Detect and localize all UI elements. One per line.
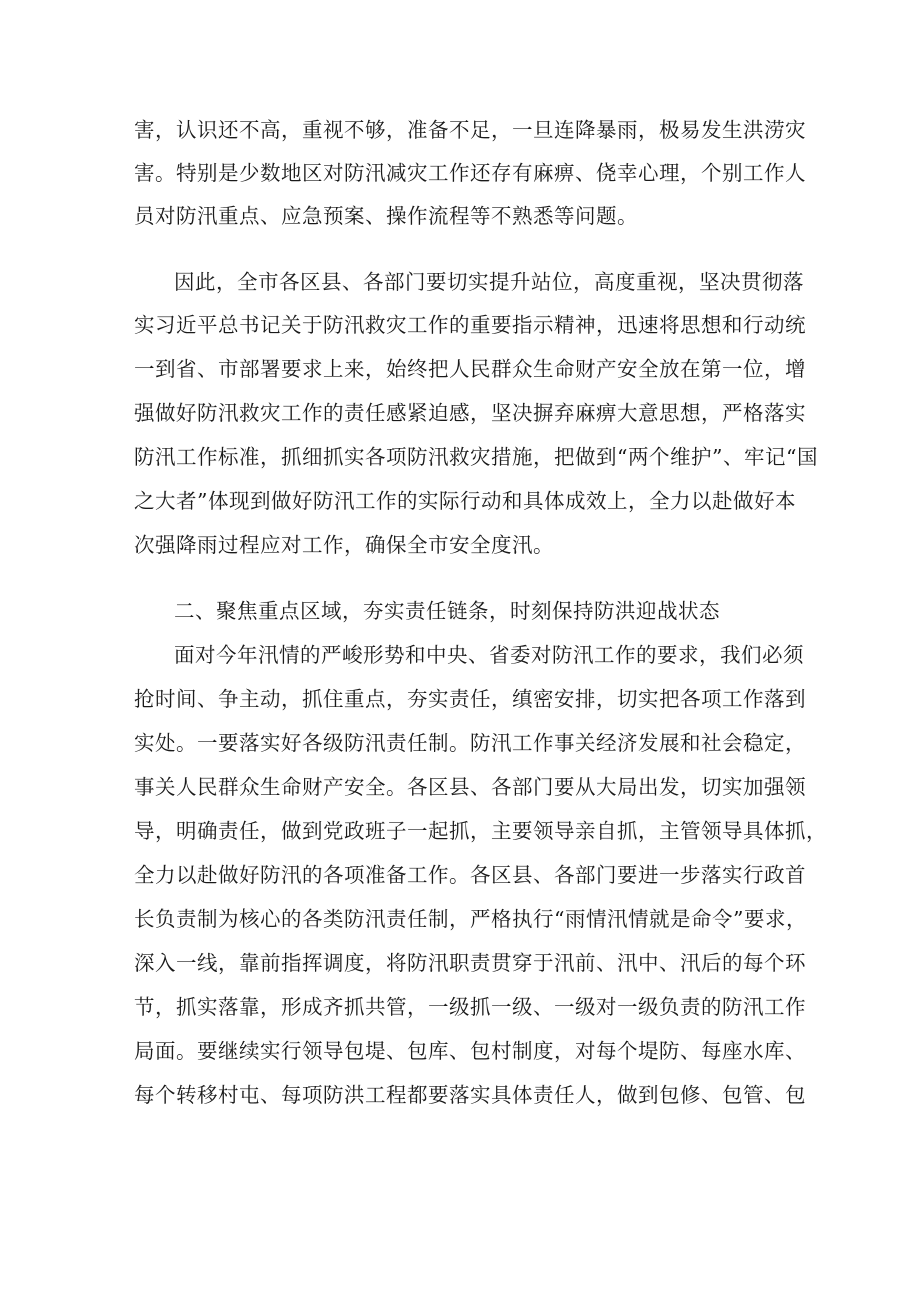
text-line: 强做好防汛救灾工作的责任感紧迫感，坚决摒弃麻痹大意思想，严格落实 [134,401,806,425]
text-line: 害。特别是少数地区对防汛减灾工作还存有麻痹、侥幸心理，个别工作人 [134,161,806,185]
text-line: 长负责制为核心的各类防汛责任制，严格执行“雨情汛情就是命令”要求， [134,907,807,931]
text-line: 全力以赴做好防汛的各项准备工作。各区县、各部门要进一步落实行政首 [134,863,806,887]
section-heading: 二、聚焦重点区域，夯实责任链条，时刻保持防洪迎战状态 [174,599,720,623]
text-line: 害，认识还不高，重视不够，准备不足，一旦连降暴雨，极易发生洪涝灾 [134,118,806,142]
text-line: 实处。一要落实好各级防汛责任制。防汛工作事关经济发展和社会稳定， [134,731,806,755]
text-line: 抢时间、争主动，抓住重点，夯实责任，缜密安排，切实把各项工作落到 [134,687,806,711]
text-line: 之大者”体现到做好防汛工作的实际行动和具体成效上，全力以赴做好本 [134,489,796,513]
text-line: 面对今年汛情的严峻形势和中央、省委对防汛工作的要求，我们必须 [174,643,804,667]
text-line: 每个转移村屯、每项防洪工程都要落实具体责任人，做到包修、包管、包 [134,1083,806,1107]
text-line: 次强降雨过程应对工作，确保全市安全度汛。 [134,533,554,557]
text-line: 员对防汛重点、应急预案、操作流程等不熟悉等问题。 [134,204,638,228]
text-line: 实习近平总书记关于防汛救灾工作的重要指示精神，迅速将思想和行动统 [134,313,806,337]
text-line: 因此，全市各区县、各部门要切实提升站位，高度重视，坚决贯彻落 [174,270,804,294]
text-line: 一到省、市部署要求上来，始终把人民群众生命财产安全放在第一位，增 [134,357,806,381]
text-line: 局面。要继续实行领导包堤、包库、包村制度，对每个堤防、每座水库、 [134,1039,806,1063]
text-line: 深入一线，靠前指挥调度，将防汛职责贯穿于汛前、汛中、汛后的每个环 [134,951,806,975]
text-line: 导，明确责任，做到党政班子一起抓，主要领导亲自抓，主管领导具体抓， [134,819,827,843]
text-line: 防汛工作标准，抓细抓实各项防汛救灾措施，把做到“两个维护”、牢记“国 [134,445,818,469]
text-line: 事关人民群众生命财产安全。各区县、各部门要从大局出发，切实加强领 [134,775,806,799]
text-line: 节，抓实落靠，形成齐抓共管，一级抓一级、一级对一级负责的防汛工作 [134,995,806,1019]
